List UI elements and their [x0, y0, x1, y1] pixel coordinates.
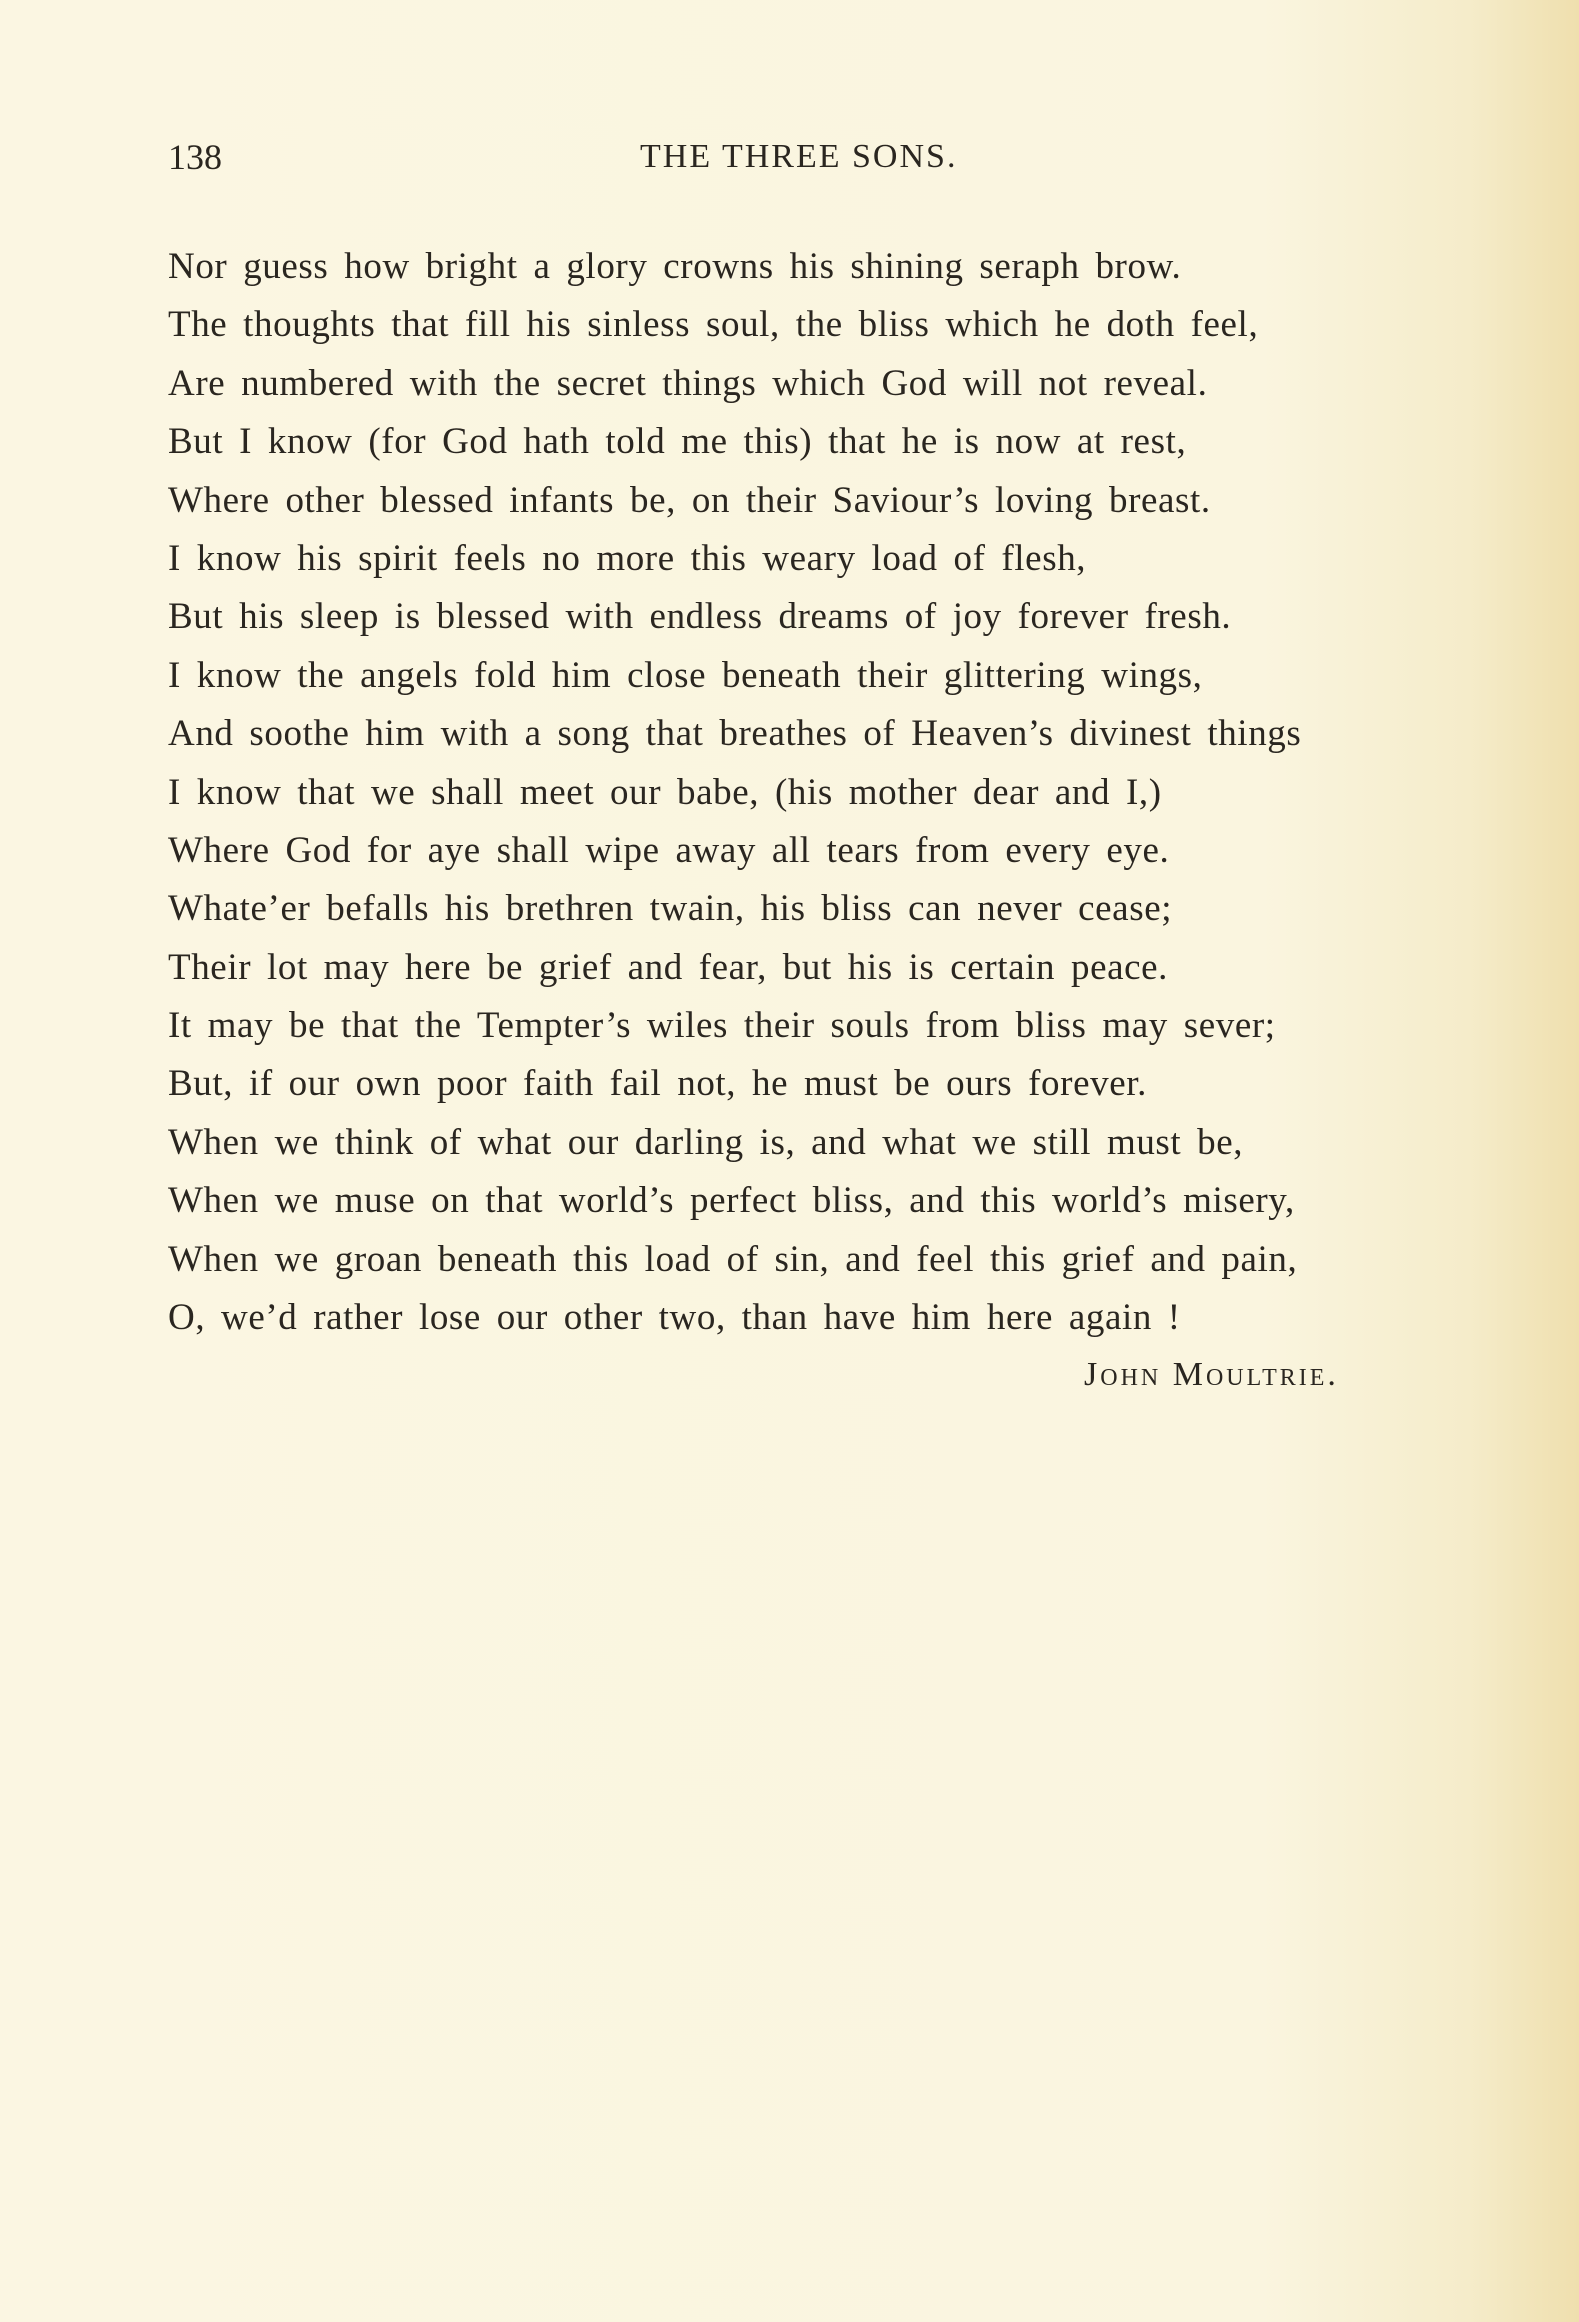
poem-line: O, we’d rather lose our other two, than have him here again ! — [168, 1297, 1181, 1339]
poem-line: I know that we shall meet our babe, (his mother dear and I,) — [168, 771, 1162, 813]
poem-line: The thoughts that fill his sinless soul, the bliss which he doth feel, — [168, 304, 1259, 346]
poem-line: I know the angels fold him close beneath their glittering wings, — [168, 654, 1203, 696]
poem-line: It may be that the Tempter’s wiles their souls from bliss may sever; — [168, 1005, 1276, 1047]
poem-line: But his sleep is blessed with endless dreams of joy forever fresh. — [168, 596, 1232, 638]
poem-line: Their lot may here be grief and fear, but his is certain peace. — [168, 946, 1169, 988]
poem-line: But I know (for God hath told me this) that he is now at rest, — [168, 421, 1187, 463]
poem-line: Whate’er befalls his brethren twain, his bliss can never cease; — [168, 888, 1173, 930]
poem-line: And soothe him with a song that breathes of Heaven’s divinest things — [168, 713, 1302, 755]
poem-line: When we groan beneath this load of sin, and feel this grief and pain, — [168, 1238, 1298, 1280]
running-title: THE THREE SONS. — [640, 138, 958, 175]
page-number: 138 — [168, 137, 222, 177]
poem-line: I know his spirit feels no more this weary load of flesh, — [168, 537, 1087, 579]
poem-line: When we muse on that world’s perfect bliss, and this world’s misery, — [168, 1180, 1295, 1222]
poem-line: Where God for aye shall wipe away all tears from every eye. — [168, 829, 1170, 871]
poem-line: Where other blessed infants be, on their Saviour’s loving breast. — [168, 479, 1211, 521]
author-signature: John Moultrie. — [1084, 1356, 1339, 1393]
poem-line: Are numbered with the secret things which God will not reveal. — [168, 362, 1208, 404]
poem-line: But, if our own poor faith fail not, he must be ours forever. — [168, 1063, 1147, 1105]
poem-line: When we think of what our darling is, and what we still must be, — [168, 1121, 1244, 1163]
poem-text — [168, 238, 1488, 1347]
poem-line: Nor guess how bright a glory crowns his shining seraph brow. — [168, 246, 1182, 287]
page-header — [168, 136, 1468, 186]
